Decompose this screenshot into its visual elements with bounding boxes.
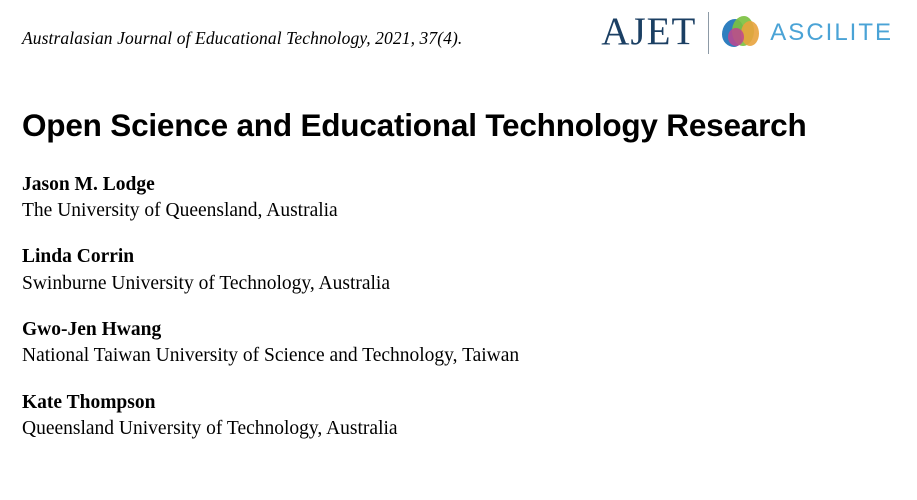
logo-divider (708, 12, 709, 54)
author-entry (22, 172, 895, 225)
author-affiliation: Swinburne University of Technology, Australia (22, 272, 390, 294)
author-entry (22, 317, 895, 370)
author-name: Gwo-Jen Hwang (22, 318, 162, 340)
author-affiliation: The University of Queensland, Australia (22, 199, 338, 221)
author-name: Kate Thompson (22, 391, 156, 413)
ascilite-logo (722, 14, 893, 52)
journal-citation-line: Australasian Journal of Educational Technology, 2021, 37(4). (22, 28, 463, 48)
page-header (22, 0, 895, 68)
author-affiliation: Queensland University of Technology, Australia (22, 417, 398, 439)
author-entry (22, 390, 895, 443)
journal-logo (601, 8, 893, 58)
author-entry (22, 244, 895, 297)
ascilite-wordmark: ASCILITE (770, 19, 893, 46)
page-title: Open Science and Educational Technology Research (22, 107, 807, 143)
author-list (22, 172, 895, 443)
author-affiliation: National Taiwan University of Science and Technology, Taiwan (22, 345, 520, 367)
author-name: Jason M. Lodge (22, 173, 155, 195)
ascilite-leaf-icon (722, 14, 762, 52)
author-name: Linda Corrin (22, 246, 135, 268)
ajet-wordmark: AJET (601, 9, 697, 53)
